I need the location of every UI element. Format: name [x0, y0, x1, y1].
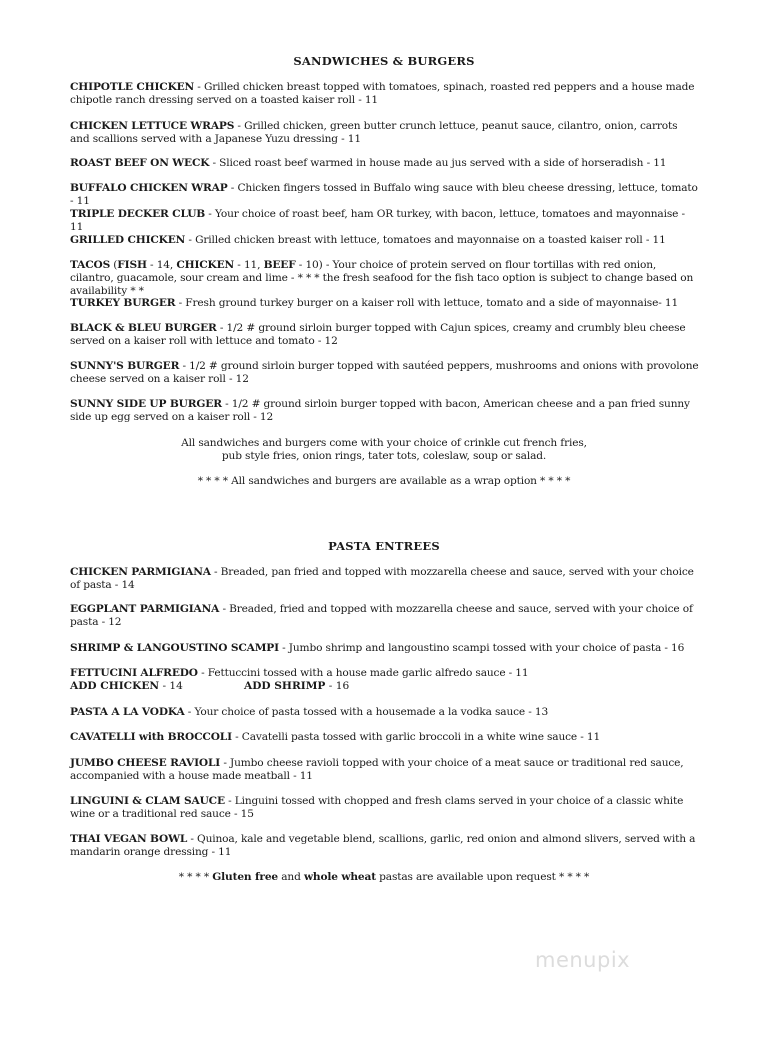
- pasta-section-title: PASTA ENTREES: [328, 539, 440, 553]
- item-description: - Cavatelli pasta tossed with garlic broccoli in a white wine sauce - 11: [231, 731, 601, 743]
- item-name: SUNNY'S BURGER: [70, 360, 180, 372]
- alfredo-addons: [70, 680, 349, 693]
- menu-item-chipotle-chicken: [70, 81, 700, 107]
- tacos-fish-price: - 14,: [146, 259, 177, 271]
- item-description: - Your choice of pasta tossed with a housemade a la vodka sauce - 13: [184, 706, 549, 718]
- tacos-chicken-price: - 11,: [234, 259, 264, 271]
- item-description: - Your choice of roast beef, ham OR turkey, with bacon, lettuce, tomatoes and mayonnaise - 11: [70, 208, 685, 233]
- sandwiches-section-title: SANDWICHES & BURGERS: [293, 54, 475, 68]
- item-description: - Jumbo cheese ravioli topped with your choice of a meat sauce or traditional red sauce, accompanied with a house made meatball - 11: [70, 757, 684, 782]
- item-description: - Grilled chicken breast topped with tomatoes, spinach, roasted red peppers and a house made chipotle ranch dressing served on a toasted kaiser roll - 11: [70, 81, 695, 106]
- item-name: GRILLED CHICKEN: [70, 234, 186, 246]
- menu-item-fettucini-alfredo: [70, 667, 700, 680]
- tacos-chicken-label: CHICKEN: [176, 259, 235, 271]
- tacos-fish-label: FISH: [117, 259, 147, 271]
- add-chicken-label: ADD CHICKEN: [70, 680, 160, 692]
- item-description: - 1/2 # ground sirloin burger topped with sautéed peppers, mushrooms and onions with provolone cheese served on a kaiser roll - 12: [70, 360, 699, 385]
- item-description: - Sliced roast beef warmed in house made au jus served with a side of horseradish - 11: [209, 157, 667, 169]
- item-description: - Fettuccini tossed with a house made garlic alfredo sauce - 11: [197, 667, 529, 679]
- menu-item-pasta-a-la-vodka: [70, 706, 700, 719]
- whole-wheat-label: whole wheat: [303, 871, 376, 883]
- menupix-watermark: menupix: [535, 948, 631, 972]
- item-description: - 1/2 # ground sirloin burger topped with Cajun spices, creamy and crumbly bleu cheese served on a kaiser roll with lettuce and tomato - 12: [70, 322, 686, 347]
- item-name: CHICKEN PARMIGIANA: [70, 566, 211, 578]
- wrap-option-note: * * * * All sandwiches and burgers are available as a wrap option * * * *: [197, 475, 571, 487]
- menu-item-chicken-parmigiana: [70, 566, 700, 592]
- add-shrimp-label: ADD SHRIMP: [244, 680, 326, 692]
- menu-item-roast-beef-on-weck: [70, 157, 700, 170]
- item-name: CHIPOTLE CHICKEN: [70, 81, 195, 93]
- item-description: - Jumbo shrimp and langoustino scampi tossed with your choice of pasta - 16: [278, 642, 685, 654]
- item-description: - 1/2 # ground sirloin burger topped with bacon, American cheese and a pan fried sunny side up egg served on a kaiser roll - 12: [70, 398, 690, 423]
- item-description: - Quinoa, kale and vegetable blend, scallions, garlic, red onion and almond slivers, served with a mandarin orange dressing - 11: [70, 833, 696, 858]
- menu-item-turkey-burger: [70, 297, 700, 310]
- gluten-free-note: [0, 871, 768, 884]
- menu-item-buffalo-chicken-wrap: [70, 182, 700, 208]
- item-description: - Linguini tossed with chopped and fresh clams served in your choice of a classic white wine or a traditional red sauce - 15: [70, 795, 684, 820]
- item-name: TURKEY BURGER: [70, 297, 176, 309]
- item-name: SHRIMP & LANGOUSTINO SCAMPI: [70, 642, 279, 654]
- note-prefix: * * * *: [178, 871, 213, 883]
- menu-item-grilled-chicken: [70, 234, 700, 247]
- item-description: - Breaded, pan fried and topped with mozzarella cheese and sauce, served with your choice of pasta - 14: [70, 566, 694, 591]
- item-name: CHICKEN LETTUCE WRAPS: [70, 120, 235, 132]
- menu-item-sunnys-burger: [70, 360, 700, 386]
- sides-note-line-2: pub style fries, onion rings, tater tots, coleslaw, soup or salad.: [221, 450, 547, 462]
- item-description: - 10) - Your choice of protein served on flour tortillas with red onion, cilantro, guacamole, sour cream and lime - * * * the fresh seafood for the fish taco option is subject to change based on availability * *: [70, 259, 694, 297]
- menu-item-eggplant-parmigiana: [70, 603, 700, 629]
- item-name: CAVATELLI with BROCCOLI: [70, 731, 232, 743]
- tacos-beef-label: BEEF: [263, 259, 296, 271]
- menu-item-black-bleu-burger: [70, 322, 700, 348]
- item-name: TRIPLE DECKER CLUB: [70, 208, 206, 220]
- gluten-free-label: Gluten free: [212, 871, 279, 883]
- note-suffix: pastas are available upon request * * * *: [375, 871, 590, 883]
- item-name: EGGPLANT PARMIGIANA: [70, 603, 220, 615]
- menu-item-sunny-side-up-burger: [70, 398, 700, 424]
- sides-note-line-1: All sandwiches and burgers come with your choice of crinkle cut french fries,: [181, 437, 587, 449]
- item-name: SUNNY SIDE UP BURGER: [70, 398, 222, 410]
- item-description: - Grilled chicken, green butter crunch lettuce, peanut sauce, cilantro, onion, carrots and scallions served with a Japanese Yuzu dressing - 11: [70, 120, 678, 145]
- menu-item-jumbo-cheese-ravioli: [70, 757, 700, 783]
- item-description: - Grilled chicken breast with lettuce, tomatoes and mayonnaise on a toasted kaiser roll - 11: [185, 234, 666, 246]
- item-description: - Chicken fingers tossed in Buffalo wing sauce with bleu cheese dressing, lettuce, tomato - 11: [70, 182, 698, 207]
- menu-item-shrimp-langoustino-scampi: [70, 642, 700, 655]
- menu-item-chicken-lettuce-wraps: [70, 120, 700, 146]
- note-and: and: [278, 871, 304, 883]
- item-name: THAI VEGAN BOWL: [70, 833, 188, 845]
- item-name: BLACK & BLEU BURGER: [70, 322, 217, 334]
- tacos-paren: (: [110, 259, 118, 271]
- item-name: ROAST BEEF ON WECK: [70, 157, 210, 169]
- menu-item-cavatelli-broccoli: [70, 731, 700, 744]
- menu-item-tacos: [70, 259, 700, 298]
- menu-item-thai-vegan-bowl: [70, 833, 700, 859]
- item-name: TACOS: [70, 259, 111, 271]
- add-chicken-price: - 14: [159, 680, 183, 692]
- menu-item-triple-decker-club: [70, 208, 700, 234]
- item-description: - Breaded, fried and topped with mozzarella cheese and sauce, served with your choice of pasta - 12: [70, 603, 693, 628]
- item-name: LINGUINI & CLAM SAUCE: [70, 795, 225, 807]
- menu-item-linguini-clam-sauce: [70, 795, 700, 821]
- item-name: PASTA A LA VODKA: [70, 706, 185, 718]
- item-name: JUMBO CHEESE RAVIOLI: [70, 757, 221, 769]
- item-description: - Fresh ground turkey burger on a kaiser roll with lettuce, tomato and a side of mayonnaise- 11: [175, 297, 679, 309]
- item-name: BUFFALO CHICKEN WRAP: [70, 182, 228, 194]
- add-shrimp-price: - 16: [325, 680, 350, 692]
- item-name: FETTUCINI ALFREDO: [70, 667, 198, 679]
